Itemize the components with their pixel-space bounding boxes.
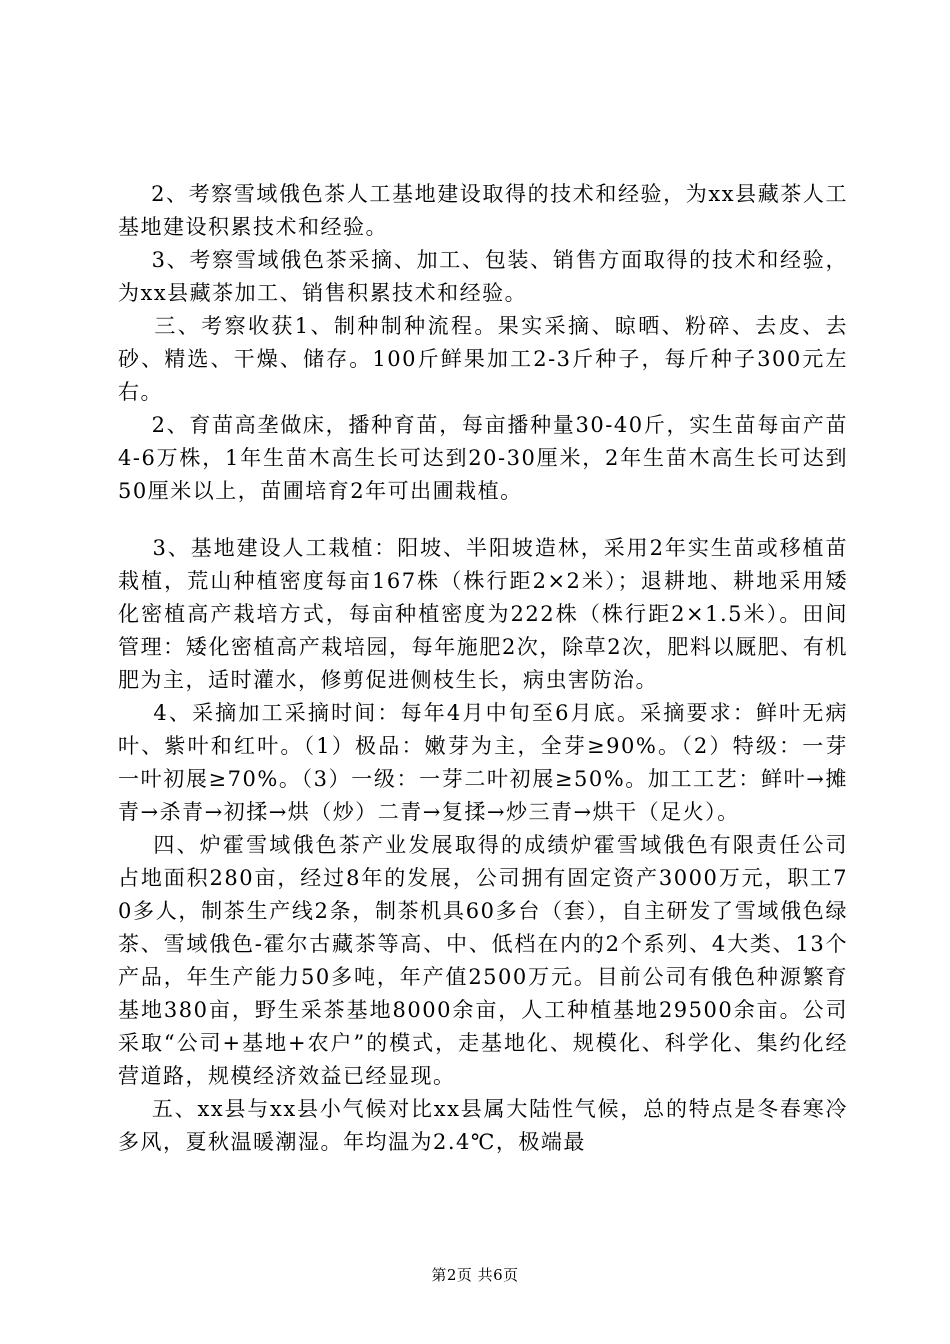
- paragraph-spacer: [118, 508, 848, 532]
- paragraph-2: 3、考察雪域俄色茶采摘、加工、包装、销售方面取得的技术和经验，为xx县藏茶加工、销售积累技术和经验。: [118, 248, 848, 305]
- paragraph-3: 三、考察收获1、制种制种流程。果实采摘、晾晒、粉碎、去皮、去砂、精选、干燥、储存。100斤鲜果加工2-3斤种子，每斤种子300元左右。: [118, 314, 849, 404]
- page-footer: 第2页 共6页: [431, 1266, 519, 1284]
- paragraph-1: 2、考察雪域俄色茶人工基地建设取得的技术和经验，为xx县藏茶人工基地建设积累技术和经验。: [118, 182, 849, 239]
- paragraph-7: 四、炉霍雪域俄色茶产业发展取得的成绩炉霍雪域俄色有限责任公司占地面积280亩，经过8年的发展，公司拥有固定资产3000万元，职工70多人，制茶生产线2条，制茶机具60多台（套），自主研发了雪域俄色绿茶、雪域俄色-霍尔古藏茶等高、中、低档在内的2个系列、4大类、13个产品，年生产能力50多吨，年产值2500万元。目前公司有俄色种源繁育基地380亩，野生采茶基地8000余亩，人工种植基地29500余亩。公司采取“公司+基地+农户”的模式，走基地化、规模化、科学化、集约化经营道路，规模经济效益已经显现。: [118, 833, 848, 1088]
- paragraph-5: 3、基地建设人工栽植：阳坡、半阳坡造林，采用2年实生苗或移植苗栽植，荒山种植密度每亩167株（株行距2×2米）；退耕地、耕地采用矮化密植高产栽培方式，每亩种植密度为222株（株行距2×1.5米）。田间管理：矮化密植高产栽培园，每年施肥2次，除草2次，肥料以厩肥、有机肥为主，适时灌水，修剪促进侧枝生长，病虫害防治。: [118, 536, 848, 692]
- paragraph-6: 4、采摘加工采摘时间：每年4月中旬至6月底。采摘要求：鲜叶无病叶、紫叶和红叶。（1）极品：嫩芽为主，全芽≥90%。（2）特级：一芽一叶初展≥70%。（3）一级：一芽二叶初展≥50%。加工工艺：鲜叶→摊青→杀青→初揉→烘（炒）二青→复揉→炒三青→烘干（足火）。: [118, 701, 848, 824]
- document-body: [118, 178, 848, 1159]
- paragraph-4: 2、育苗高垄做床，播种育苗，每亩播种量30-40斤，实生苗每亩产苗4-6万株，1年生苗木高生长可达到20-30厘米，2年生苗木高生长可达到50厘米以上，苗圃培育2年可出圃栽植。: [118, 413, 848, 503]
- paragraph-8: 五、xx县与xx县小气候对比xx县属大陆性气候，总的特点是冬春寒冷多风，夏秋温暖潮湿。年均温为2.4℃，极端最: [118, 1097, 849, 1154]
